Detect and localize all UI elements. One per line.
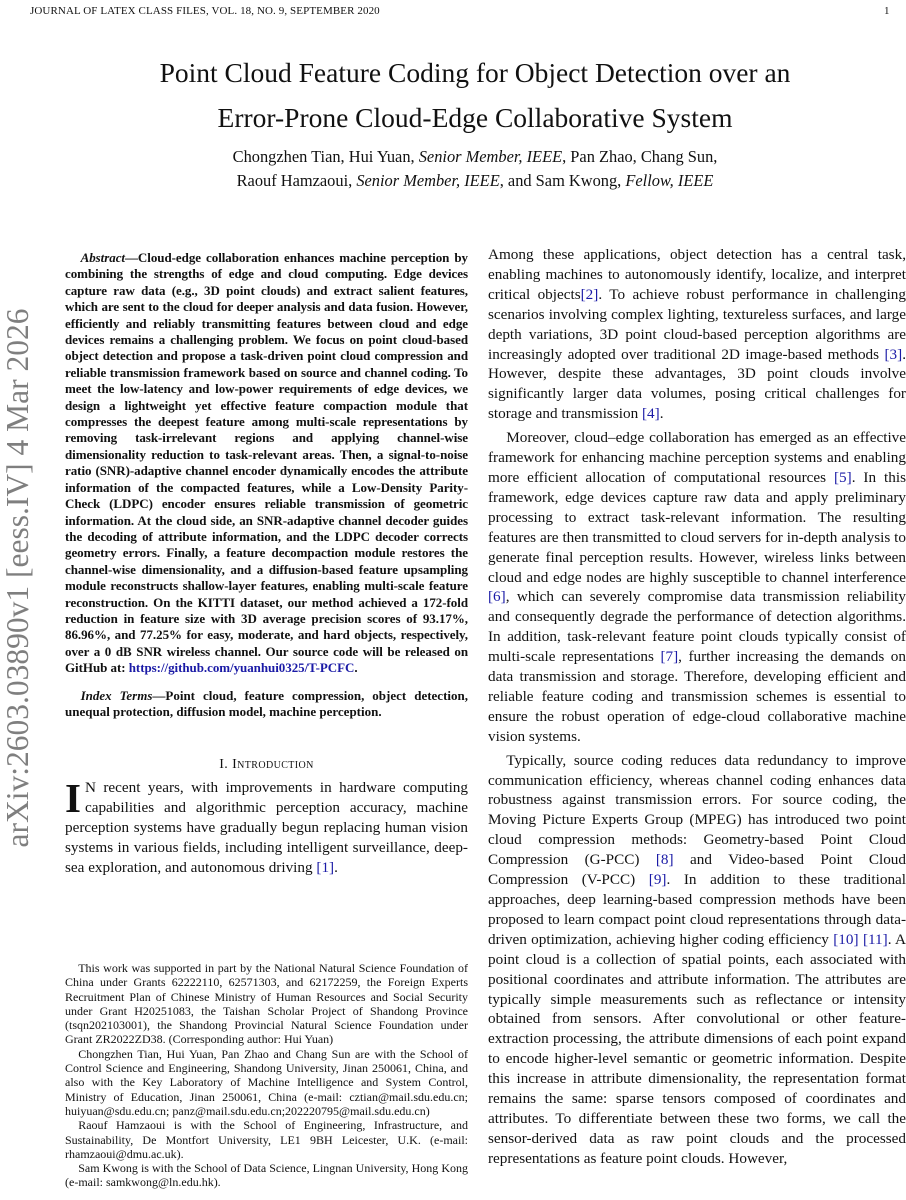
citation-link[interactable]: [8] xyxy=(655,851,674,869)
right-column xyxy=(488,245,906,1169)
citation-link[interactable]: [2] xyxy=(580,285,599,303)
drop-cap: I xyxy=(65,775,81,822)
paragraph-cloud-edge xyxy=(488,428,906,747)
title-line-1: Point Cloud Feature Coding for Object Detection over an xyxy=(159,57,791,88)
left-column xyxy=(65,250,468,878)
paragraph-text: . However, despite these advantages, 3D point clouds involve significantly larger data volumes, posing critical challenges for storage and transmission xyxy=(488,345,906,423)
abstract xyxy=(65,250,468,677)
footnotes xyxy=(65,961,468,1190)
footnote-affiliation-1: Chongzhen Tian, Hui Yuan, Pan Zhao and Chang Sun are with the School of Control Science and Engineering, Shandong University, Jinan 250061, China, and also with the Key Laboratory of Machine Intelligence and System Control, Ministry of Education, Jinan 250061, China (e-mail: cztian@mail.sdu.edu.cn; huiyuan@sdu.edu.cn; panz@mail.sdu.edu.cn;202220795@mail.sdu.edu.cn) xyxy=(65,1046,468,1118)
citation-link[interactable]: [5] xyxy=(833,468,852,486)
author-text: , and Sam Kwong, xyxy=(499,171,626,190)
index-terms xyxy=(65,688,468,721)
paragraph-text: . A point cloud is a collection of spatial points, each associated with positional coordinates and attribute information. The attributes are typically simple measurements such as reflectance or intensity obtained from sensors. After convolutional or other feature-extraction processing, the attribute dimensions of each point expand to encode higher-level semantic or geometric information. Despite this increase in attribute dimensionality, the representation format remains the same: sparse tensors composed of coordinates and attributes. To differentiate between these two forms, we call the sensor-derived data as raw point clouds and the processed representations as feature point clouds. However, xyxy=(488,930,906,1167)
page-number: 1 xyxy=(884,5,890,17)
paragraph-text: and Video-based Point Cloud Compression (V-PCC) xyxy=(488,851,906,889)
index-terms-label: Index Terms xyxy=(80,687,153,703)
citation-link[interactable]: [9] xyxy=(648,871,667,889)
section-number: I. xyxy=(219,757,229,773)
paragraph-text: . To achieve robust performance in challenging scenarios involving complex lighting, textureless surfaces, and large depth variations, 3D point cloud-based perception algorithms are increasingly adopted over traditional 2D image-based methods xyxy=(488,285,906,363)
author-text: Raouf Hamzaoui, xyxy=(236,171,357,190)
paragraph-text: . In addition to these traditional approaches, deep learning-based compression methods have been proposed to learn compact point cloud representations through data-driven optimization, achieving higher coding efficiency xyxy=(488,871,906,948)
footnote-affiliation-2: Raouf Hamzaoui is with the School of Engineering, Infrastructure, and Sustainability, De Montfort University, LE1 9BH Leicester, U.K. (e-mail: rhamzaoui@dmu.ac.uk). xyxy=(65,1118,468,1161)
intro-paragraph-1 xyxy=(65,775,468,878)
paragraph-text: Among these applications, object detection has a central task, enabling machines to autonomously identify, localize, and interpret critical objects xyxy=(488,246,906,303)
paper-title xyxy=(100,50,850,140)
citation-link[interactable]: [4] xyxy=(641,405,660,423)
github-link[interactable]: https://github.com/yuanhui0325/T-PCFC xyxy=(128,660,355,676)
footnote-funding: This work was supported in part by the National Natural Science Foundation of China under Grants 62222110, 62571303, and 62172259, the Foreign Experts Recruitment Plan of Chinese Ministry of Human Resources and Social Security under Grant H20251083, the Taishan Scholar Project of Shandong Province (tsqn202103001), the Shandong Provincial Natural Science Foundation under Grant ZR2022ZD38. (Corresponding author: Hui Yuan) xyxy=(65,961,468,1047)
author-title: Fellow, IEEE xyxy=(625,171,714,190)
footnote-affiliation-3: Sam Kwong is with the School of Data Science, Lingnan University, Hong Kong (e-mail: samkwong@ln.edu.hk). xyxy=(65,1161,468,1190)
author-title: Senior Member, IEEE xyxy=(356,171,500,190)
citation-link[interactable]: [3] xyxy=(884,345,903,363)
abstract-text: —Cloud-edge collaboration enhances machine perception by combining the strengths of edge and cloud computing. Edge devices capture raw data (e.g., 3D point clouds) and extract salient features, which are sent to the cloud for deeper analysis and data fusion. However, efficiently and reliably transmitting features between cloud and edge devices remains a challenging problem. We focus on point cloud-based object detection and propose a task-driven point cloud compression and reliable transmission framework based on source and channel coding. To meet the low-latency and low-power requirements of edge devices, we design a lightweight yet effective feature compaction module that compresses the deepest feature among multi-scale representations by removing task-irrelevant regions and applying channel-wise dimensionality reduction to task-relevant areas. Then, a signal-to-noise ratio (SNR)-adaptive channel encoder dynamically encodes the attribute information of the compacted features, while a Low-Density Parity-Check (LDPC) encoder ensures reliable transmission of geometric information. At the cloud side, an SNR-adaptive channel decoder guides the decoding of attribute information, and the LDPC decoder corrects geometry errors. Finally, a feature decompaction module restores the channel-wise dimensionality, and a diffusion-based feature upsampling module reconstructs shallow-layer features, enabling multi-scale feature reconstruction. On the KITTI dataset, our method achieved a 172-fold reduction in feature size with 3D average precision scores of 93.17%, 86.96%, and 77.25% for easy, moderate, and hard objects, respectively, over a 0 dB SNR wireless channel. Our source code will be released on GitHub at: xyxy=(65,250,468,676)
citation-link[interactable]: [1] xyxy=(316,859,335,876)
paragraph-text: Typically, source coding reduces data redundancy to improve communication efficiency, whereas channel coding enhances data robustness against transmission errors. For source coding, the Moving Picture Experts Group (MPEG) has introduced two point cloud compression methods: Geometry-based Point Cloud Compression (G-PCC) xyxy=(488,751,906,869)
paragraph-text: . In this framework, edge devices capture raw data and apply preliminary processing to extract task-relevant information. The resulting features are then transmitted to cloud servers for in-depth analysis to generate final perception results. However, wireless links between cloud and edge nodes are highly susceptible to channel interference xyxy=(488,468,906,586)
running-header: JOURNAL OF LATEX CLASS FILES, VOL. 18, NO. 9, SEPTEMBER 2020 xyxy=(30,5,380,17)
arxiv-identifier-stamp: arXiv:2603.03890v1 [eess.IV] 4 Mar 2026 xyxy=(0,308,35,848)
paragraph-text: Moreover, cloud–edge collaboration has emerged as an effective framework for enhancing machine perception systems and enabling more efficient allocation of computational resources xyxy=(488,429,906,486)
citation-link[interactable]: [6] xyxy=(488,588,506,606)
paragraph-text: , which can severely compromise data transmission reliability and consequently degrade the performance of detection algorithms. In addition, task-relevant feature point clouds typically consist of multi-scale representations xyxy=(488,588,906,666)
author-title: Senior Member, IEEE xyxy=(418,147,563,166)
citation-link[interactable]: [7] xyxy=(660,648,679,666)
section-title: Introduction xyxy=(232,757,314,773)
citation-link[interactable]: [10] xyxy=(833,930,859,948)
author-text: Chongzhen Tian, Hui Yuan, xyxy=(232,147,419,166)
paragraph-source-coding xyxy=(488,751,906,1169)
paragraph-text: . xyxy=(659,405,664,423)
paragraph-text: . xyxy=(334,859,338,876)
paragraph-text: , further increasing the demands on data transmission and storage. Therefore, developing efficient and reliable feature coding and transmission schemes is essential to ensure the robust operation of edge-cloud collaborative machine vision systems. xyxy=(488,648,906,745)
paragraph-text: N recent years, with improvements in hardware computing capabilities and algorithmic perception accuracy, machine perception systems have gradually begun replacing human vision systems in various fields, including intelligent surveillance, deep-sea exploration, and autonomous driving xyxy=(65,779,468,876)
author-text: , Pan Zhao, Chang Sun, xyxy=(562,147,718,166)
title-line-2: Error-Prone Cloud-Edge Collaborative System xyxy=(217,102,733,133)
citation-link[interactable]: [11] xyxy=(862,930,888,948)
section-heading-introduction xyxy=(65,757,468,773)
author-list xyxy=(100,145,850,193)
paragraph-object-detection xyxy=(488,245,906,424)
index-terms-text: —Point cloud, feature compression, object detection, unequal protection, diffusion model, machine perception. xyxy=(65,687,469,719)
abstract-label: Abstract xyxy=(80,250,125,265)
abstract-end: . xyxy=(354,660,358,676)
